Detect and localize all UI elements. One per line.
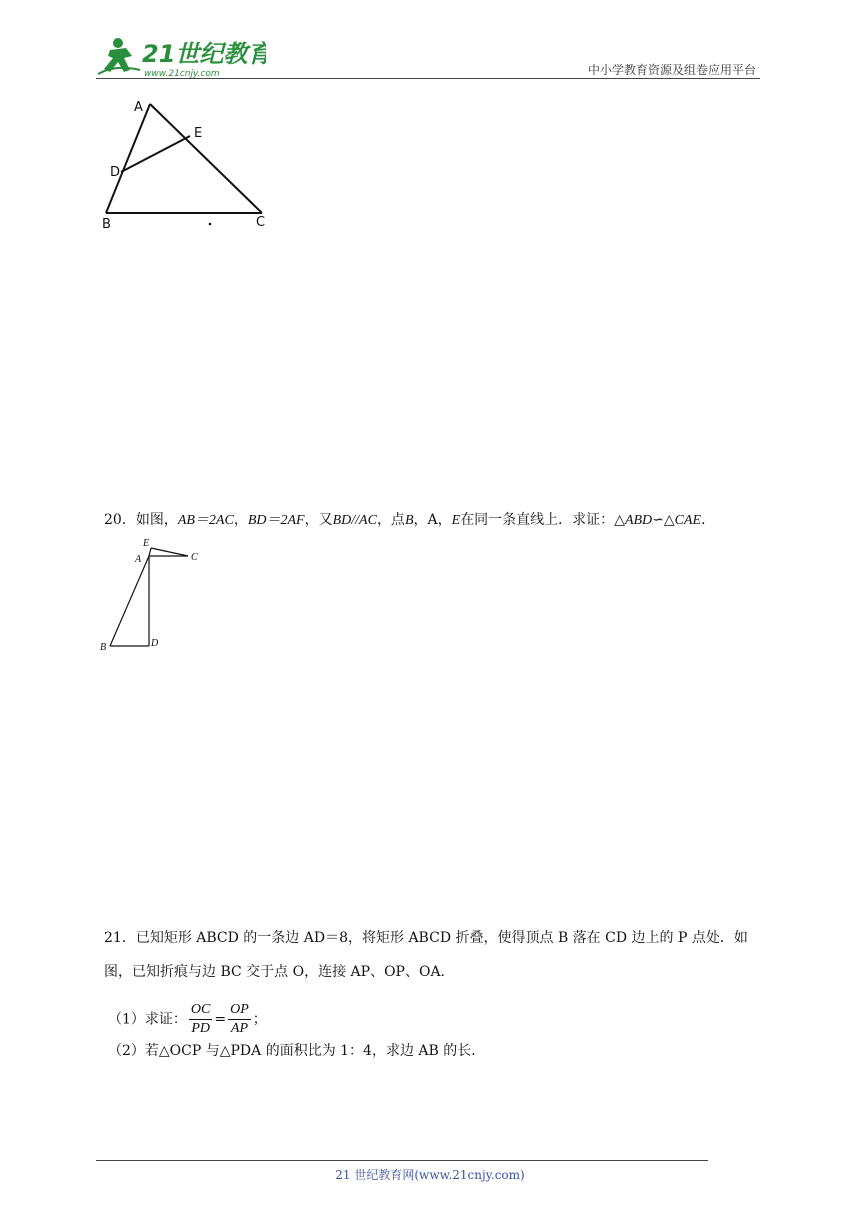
math-expr: BD＝2AF — [247, 513, 305, 528]
text: ，又 — [304, 512, 333, 528]
math-expr: B — [404, 513, 414, 528]
text: 在同一条直线上．求证： — [460, 512, 615, 528]
footer-divider — [96, 1160, 708, 1161]
numerator: OC — [189, 1002, 212, 1020]
equals-sign: = — [214, 1011, 227, 1028]
text: ，A， — [413, 512, 452, 528]
numerator: OP — [228, 1002, 251, 1020]
label-a: A — [135, 554, 142, 565]
problem-21-line-2: 图，已知折痕与边 BC 交于点 O，连接 AP、OP、OA． — [104, 964, 455, 980]
segment-ae — [149, 548, 151, 556]
figure-triangle-abc — [96, 92, 276, 232]
figure-problem-20 — [96, 536, 206, 654]
math-expr: △ABD∽△CAE — [614, 513, 702, 528]
footer-site-link[interactable]: 21 世纪教育网(www.21cnjy.com) — [335, 1168, 525, 1182]
label-e: E — [194, 126, 203, 141]
part-1-prefix: （1）求证： — [108, 1011, 187, 1028]
problem-21-part-1 — [108, 1002, 267, 1037]
label-d: D — [151, 638, 159, 649]
segment-ac — [150, 104, 262, 213]
label-a: A — [134, 100, 143, 115]
math-expr: BD//AC — [332, 513, 377, 528]
runner-icon — [98, 38, 140, 74]
denominator: PD — [191, 1021, 210, 1036]
label-b: B — [102, 217, 111, 232]
label-c: C — [256, 215, 266, 230]
text: ， — [233, 512, 248, 528]
math-expr: E — [451, 513, 461, 528]
problem-21-line-1: 21．已知矩形 ABCD 的一条边 AD＝8，将矩形 ABCD 折叠，使得顶点 B 落在 CD 边上的 P 点处．如 — [104, 930, 748, 946]
text: ． — [701, 512, 716, 528]
header-platform-name: 中小学教育资源及组卷应用平台 — [587, 63, 756, 77]
segment-de — [121, 136, 190, 172]
header-divider — [96, 78, 760, 79]
problem-21-part-2: （2）若△OCP 与△PDA 的面积比为 1：4，求边 AB 的长． — [108, 1043, 486, 1059]
text: ，点 — [376, 512, 405, 528]
segment-ec — [151, 548, 188, 556]
problem-20-statement — [104, 510, 715, 531]
segment-ba — [110, 556, 149, 646]
fraction-oc-pd — [189, 1002, 212, 1037]
site-logo — [96, 34, 266, 82]
denominator: AP — [230, 1021, 248, 1036]
label-b: B — [100, 642, 107, 653]
text: 如图， — [135, 512, 178, 528]
label-c: C — [191, 552, 198, 563]
math-expr: AB＝2AC — [177, 513, 234, 528]
stray-dot — [209, 223, 212, 226]
segment-ab — [106, 104, 150, 213]
logo-text: 21世纪教育 — [142, 40, 266, 68]
label-e: E — [143, 538, 150, 549]
label-d: D — [110, 165, 121, 180]
part-1-suffix: ； — [252, 1011, 267, 1028]
logo-url: www.21cnjy.com — [144, 69, 220, 79]
problem-number: 20． — [104, 512, 136, 528]
fraction-op-ap — [228, 1002, 251, 1037]
